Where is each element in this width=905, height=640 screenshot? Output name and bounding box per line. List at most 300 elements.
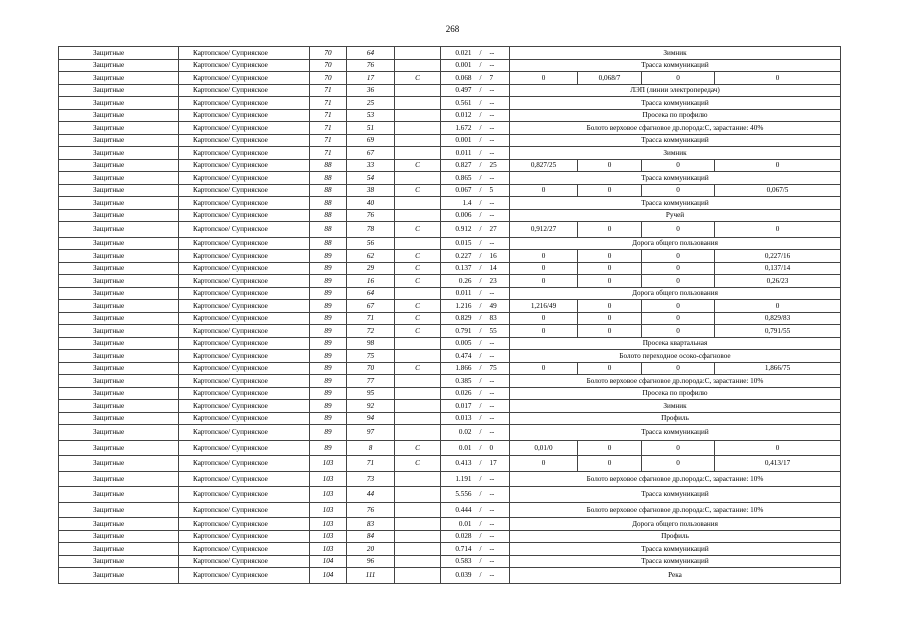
- slash-cell: /: [476, 362, 486, 375]
- land-description-cell: Болото переходное осоко-сфагновое: [510, 350, 841, 363]
- protection-category-cell: Защитные: [59, 400, 179, 413]
- quarter-cell: 104: [310, 555, 347, 568]
- protection-category-cell: Защитные: [59, 412, 179, 425]
- volume-cell: --: [486, 502, 510, 518]
- forestry-cell: Картопское/ Суприяское: [179, 543, 310, 556]
- area-cell: 0.02: [441, 425, 476, 441]
- forestry-cell: Картопское/ Суприяское: [179, 502, 310, 518]
- quarter-cell: 89: [310, 375, 347, 388]
- area-cell: 0.028: [441, 530, 476, 543]
- protection-category-cell: Защитные: [59, 250, 179, 263]
- value-cell-3: 0: [642, 222, 715, 238]
- section-cell: 64: [347, 287, 395, 300]
- land-description-cell: Трасса коммуникаций: [510, 134, 841, 147]
- forestry-cell: Картопское/ Суприяское: [179, 159, 310, 172]
- forestry-cell: Картопское/ Суприяское: [179, 456, 310, 472]
- slash-cell: /: [476, 47, 486, 60]
- slash-cell: /: [476, 555, 486, 568]
- section-cell: 71: [347, 312, 395, 325]
- protection-category-cell: Защитные: [59, 456, 179, 472]
- quarter-cell: 104: [310, 568, 347, 584]
- section-cell: 8: [347, 440, 395, 456]
- species-cell: [395, 487, 441, 503]
- quarter-cell: 71: [310, 97, 347, 110]
- slash-cell: /: [476, 337, 486, 350]
- section-cell: 70: [347, 362, 395, 375]
- table-row: [59, 222, 841, 238]
- land-description-cell: Профиль: [510, 530, 841, 543]
- species-cell: С: [395, 362, 441, 375]
- section-cell: 94: [347, 412, 395, 425]
- quarter-cell: 88: [310, 237, 347, 250]
- volume-cell: --: [486, 287, 510, 300]
- volume-cell: --: [486, 375, 510, 388]
- protection-category-cell: Защитные: [59, 97, 179, 110]
- value-cell-3: 0: [642, 312, 715, 325]
- quarter-cell: 89: [310, 325, 347, 338]
- species-cell: [395, 375, 441, 388]
- protection-category-cell: Защитные: [59, 287, 179, 300]
- value-cell-2: 0: [578, 275, 642, 288]
- table-row: [59, 502, 841, 518]
- table-row: [59, 97, 841, 110]
- species-cell: С: [395, 440, 441, 456]
- table-row: [59, 375, 841, 388]
- value-cell-3: 0: [642, 325, 715, 338]
- species-cell: [395, 337, 441, 350]
- section-cell: 56: [347, 237, 395, 250]
- area-cell: 0.01: [441, 518, 476, 531]
- quarter-cell: 71: [310, 84, 347, 97]
- value-cell-2: 0: [578, 250, 642, 263]
- slash-cell: /: [476, 312, 486, 325]
- protection-category-cell: Защитные: [59, 84, 179, 97]
- area-cell: 0.137: [441, 262, 476, 275]
- quarter-cell: 103: [310, 456, 347, 472]
- volume-cell: --: [486, 134, 510, 147]
- quarter-cell: 89: [310, 362, 347, 375]
- species-cell: [395, 425, 441, 441]
- value-cell-4: 0: [715, 440, 841, 456]
- area-cell: 5.556: [441, 487, 476, 503]
- slash-cell: /: [476, 97, 486, 110]
- section-cell: 96: [347, 555, 395, 568]
- land-description-cell: Река: [510, 568, 841, 584]
- area-cell: 0.017: [441, 400, 476, 413]
- value-cell-2: 0: [578, 159, 642, 172]
- protection-category-cell: Защитные: [59, 555, 179, 568]
- quarter-cell: 89: [310, 312, 347, 325]
- species-cell: С: [395, 72, 441, 85]
- protection-category-cell: Защитные: [59, 197, 179, 210]
- value-cell-1: 0,01/0: [510, 440, 578, 456]
- quarter-cell: 71: [310, 147, 347, 160]
- species-cell: [395, 555, 441, 568]
- species-cell: [395, 209, 441, 222]
- quarter-cell: 103: [310, 471, 347, 487]
- quarter-cell: 89: [310, 440, 347, 456]
- land-description-cell: Зимник: [510, 400, 841, 413]
- table-row: [59, 300, 841, 313]
- protection-category-cell: Защитные: [59, 72, 179, 85]
- value-cell-1: 0,827/25: [510, 159, 578, 172]
- value-cell-1: 0: [510, 262, 578, 275]
- forestry-cell: Картопское/ Суприяское: [179, 59, 310, 72]
- section-cell: 64: [347, 47, 395, 60]
- volume-cell: --: [486, 109, 510, 122]
- value-cell-2: 0: [578, 222, 642, 238]
- area-cell: 0.039: [441, 568, 476, 584]
- protection-category-cell: Защитные: [59, 59, 179, 72]
- volume-cell: 5: [486, 184, 510, 197]
- volume-cell: --: [486, 47, 510, 60]
- value-cell-2: 0: [578, 184, 642, 197]
- land-description-cell: Болото верховое сфагновое др.порода:С, зарастание: 10%: [510, 502, 841, 518]
- species-cell: [395, 412, 441, 425]
- slash-cell: /: [476, 400, 486, 413]
- area-cell: 0.497: [441, 84, 476, 97]
- slash-cell: /: [476, 275, 486, 288]
- forestry-cell: Картопское/ Суприяское: [179, 568, 310, 584]
- protection-category-cell: Защитные: [59, 109, 179, 122]
- table-row: [59, 568, 841, 584]
- forestry-cell: Картопское/ Суприяское: [179, 209, 310, 222]
- area-cell: 1.4: [441, 197, 476, 210]
- forestry-cell: Картопское/ Суприяское: [179, 122, 310, 135]
- slash-cell: /: [476, 147, 486, 160]
- volume-cell: 55: [486, 325, 510, 338]
- protection-category-cell: Защитные: [59, 184, 179, 197]
- slash-cell: /: [476, 325, 486, 338]
- value-cell-3: 0: [642, 262, 715, 275]
- volume-cell: --: [486, 350, 510, 363]
- forest-register-table: [58, 46, 841, 584]
- value-cell-1: 0,912/27: [510, 222, 578, 238]
- volume-cell: --: [486, 122, 510, 135]
- species-cell: [395, 109, 441, 122]
- species-cell: [395, 543, 441, 556]
- protection-category-cell: Защитные: [59, 518, 179, 531]
- value-cell-2: 0: [578, 300, 642, 313]
- area-cell: 0.011: [441, 287, 476, 300]
- land-description-cell: Трасса коммуникаций: [510, 487, 841, 503]
- value-cell-3: 0: [642, 300, 715, 313]
- value-cell-3: 0: [642, 362, 715, 375]
- area-cell: 0.829: [441, 312, 476, 325]
- quarter-cell: 89: [310, 387, 347, 400]
- species-cell: [395, 530, 441, 543]
- slash-cell: /: [476, 84, 486, 97]
- table-row: [59, 237, 841, 250]
- slash-cell: /: [476, 568, 486, 584]
- land-description-cell: Болото верховое сфагновое др.порода:С, зарастание: 10%: [510, 471, 841, 487]
- forestry-cell: Картопское/ Суприяское: [179, 440, 310, 456]
- area-cell: 0.012: [441, 109, 476, 122]
- area-cell: 0.067: [441, 184, 476, 197]
- value-cell-1: 0: [510, 362, 578, 375]
- land-description-cell: Болото верховое сфагновое др.порода:С, зарастание: 40%: [510, 122, 841, 135]
- protection-category-cell: Защитные: [59, 487, 179, 503]
- area-cell: 0.865: [441, 172, 476, 185]
- table-row: [59, 337, 841, 350]
- forestry-cell: Картопское/ Суприяское: [179, 147, 310, 160]
- value-cell-2: 0: [578, 262, 642, 275]
- section-cell: 76: [347, 502, 395, 518]
- quarter-cell: 89: [310, 337, 347, 350]
- value-cell-4: 0,413/17: [715, 456, 841, 472]
- quarter-cell: 89: [310, 250, 347, 263]
- table-row: [59, 312, 841, 325]
- species-cell: [395, 47, 441, 60]
- species-cell: [395, 502, 441, 518]
- forestry-cell: Картопское/ Суприяское: [179, 72, 310, 85]
- value-cell-1: 0: [510, 72, 578, 85]
- value-cell-3: 0: [642, 72, 715, 85]
- protection-category-cell: Защитные: [59, 275, 179, 288]
- forestry-cell: Картопское/ Суприяское: [179, 184, 310, 197]
- slash-cell: /: [476, 456, 486, 472]
- protection-category-cell: Защитные: [59, 300, 179, 313]
- forestry-cell: Картопское/ Суприяское: [179, 237, 310, 250]
- quarter-cell: 88: [310, 222, 347, 238]
- forestry-cell: Картопское/ Суприяское: [179, 250, 310, 263]
- table-row: [59, 147, 841, 160]
- area-cell: 0.005: [441, 337, 476, 350]
- volume-cell: --: [486, 412, 510, 425]
- quarter-cell: 88: [310, 159, 347, 172]
- area-cell: 0.474: [441, 350, 476, 363]
- table-row: [59, 400, 841, 413]
- slash-cell: /: [476, 440, 486, 456]
- forestry-cell: Картопское/ Суприяское: [179, 530, 310, 543]
- volume-cell: --: [486, 400, 510, 413]
- slash-cell: /: [476, 543, 486, 556]
- slash-cell: /: [476, 209, 486, 222]
- land-description-cell: Трасса коммуникаций: [510, 425, 841, 441]
- volume-cell: 17: [486, 456, 510, 472]
- value-cell-4: 0,227/16: [715, 250, 841, 263]
- species-cell: С: [395, 184, 441, 197]
- table-row: [59, 122, 841, 135]
- section-cell: 40: [347, 197, 395, 210]
- area-cell: 0.385: [441, 375, 476, 388]
- forestry-cell: Картопское/ Суприяское: [179, 222, 310, 238]
- volume-cell: --: [486, 59, 510, 72]
- section-cell: 33: [347, 159, 395, 172]
- area-cell: 0.714: [441, 543, 476, 556]
- slash-cell: /: [476, 287, 486, 300]
- table-row: [59, 250, 841, 263]
- value-cell-4: 0,829/83: [715, 312, 841, 325]
- slash-cell: /: [476, 159, 486, 172]
- area-cell: 0.01: [441, 440, 476, 456]
- protection-category-cell: Защитные: [59, 172, 179, 185]
- value-cell-1: 0: [510, 456, 578, 472]
- quarter-cell: 89: [310, 350, 347, 363]
- value-cell-4: 0: [715, 300, 841, 313]
- forestry-cell: Картопское/ Суприяское: [179, 262, 310, 275]
- quarter-cell: 89: [310, 262, 347, 275]
- area-cell: 1.866: [441, 362, 476, 375]
- quarter-cell: 103: [310, 530, 347, 543]
- protection-category-cell: Защитные: [59, 440, 179, 456]
- forestry-cell: Картопское/ Суприяское: [179, 337, 310, 350]
- section-cell: 25: [347, 97, 395, 110]
- value-cell-1: 0: [510, 250, 578, 263]
- table-row: [59, 412, 841, 425]
- slash-cell: /: [476, 518, 486, 531]
- table-row: [59, 325, 841, 338]
- section-cell: 75: [347, 350, 395, 363]
- protection-category-cell: Защитные: [59, 222, 179, 238]
- section-cell: 76: [347, 59, 395, 72]
- section-cell: 17: [347, 72, 395, 85]
- section-cell: 98: [347, 337, 395, 350]
- value-cell-2: 0: [578, 362, 642, 375]
- volume-cell: --: [486, 147, 510, 160]
- volume-cell: --: [486, 387, 510, 400]
- forestry-cell: Картопское/ Суприяское: [179, 325, 310, 338]
- forestry-cell: Картопское/ Суприяское: [179, 172, 310, 185]
- forestry-cell: Картопское/ Суприяское: [179, 471, 310, 487]
- quarter-cell: 88: [310, 197, 347, 210]
- volume-cell: --: [486, 425, 510, 441]
- slash-cell: /: [476, 134, 486, 147]
- value-cell-2: 0: [578, 325, 642, 338]
- forestry-cell: Картопское/ Суприяское: [179, 412, 310, 425]
- area-cell: 0.583: [441, 555, 476, 568]
- volume-cell: --: [486, 84, 510, 97]
- value-cell-3: 0: [642, 250, 715, 263]
- slash-cell: /: [476, 350, 486, 363]
- species-cell: [395, 400, 441, 413]
- land-description-cell: Дорога общего пользования: [510, 287, 841, 300]
- slash-cell: /: [476, 172, 486, 185]
- protection-category-cell: Защитные: [59, 425, 179, 441]
- volume-cell: 27: [486, 222, 510, 238]
- section-cell: 71: [347, 456, 395, 472]
- forestry-cell: Картопское/ Суприяское: [179, 84, 310, 97]
- area-cell: 0.413: [441, 456, 476, 472]
- forestry-cell: Картопское/ Суприяское: [179, 134, 310, 147]
- section-cell: 16: [347, 275, 395, 288]
- section-cell: 53: [347, 109, 395, 122]
- volume-cell: 49: [486, 300, 510, 313]
- value-cell-3: 0: [642, 456, 715, 472]
- slash-cell: /: [476, 425, 486, 441]
- slash-cell: /: [476, 502, 486, 518]
- table-row: [59, 184, 841, 197]
- value-cell-4: 0,791/55: [715, 325, 841, 338]
- protection-category-cell: Защитные: [59, 471, 179, 487]
- protection-category-cell: Защитные: [59, 568, 179, 584]
- area-cell: 1.191: [441, 471, 476, 487]
- protection-category-cell: Защитные: [59, 325, 179, 338]
- slash-cell: /: [476, 471, 486, 487]
- species-cell: [395, 518, 441, 531]
- volume-cell: 7: [486, 72, 510, 85]
- value-cell-3: 0: [642, 275, 715, 288]
- table-row: [59, 543, 841, 556]
- species-cell: С: [395, 300, 441, 313]
- slash-cell: /: [476, 59, 486, 72]
- forestry-cell: Картопское/ Суприяское: [179, 275, 310, 288]
- land-description-cell: Дорога общего пользования: [510, 518, 841, 531]
- value-cell-2: 0: [578, 440, 642, 456]
- protection-category-cell: Защитные: [59, 47, 179, 60]
- section-cell: 72: [347, 325, 395, 338]
- table-row: [59, 84, 841, 97]
- protection-category-cell: Защитные: [59, 209, 179, 222]
- section-cell: 83: [347, 518, 395, 531]
- forestry-cell: Картопское/ Суприяское: [179, 487, 310, 503]
- species-cell: [395, 237, 441, 250]
- value-cell-4: 0,26/23: [715, 275, 841, 288]
- section-cell: 84: [347, 530, 395, 543]
- species-cell: [395, 134, 441, 147]
- land-description-cell: ЛЭП (линии электропередач): [510, 84, 841, 97]
- table-row: [59, 287, 841, 300]
- area-cell: 0.444: [441, 502, 476, 518]
- species-cell: [395, 387, 441, 400]
- quarter-cell: 89: [310, 400, 347, 413]
- section-cell: 97: [347, 425, 395, 441]
- value-cell-4: 0: [715, 72, 841, 85]
- section-cell: 44: [347, 487, 395, 503]
- volume-cell: --: [486, 197, 510, 210]
- area-cell: 0.011: [441, 147, 476, 160]
- table-row: [59, 47, 841, 60]
- land-description-cell: Дорога общего пользования: [510, 237, 841, 250]
- quarter-cell: 71: [310, 109, 347, 122]
- table-row: [59, 275, 841, 288]
- slash-cell: /: [476, 262, 486, 275]
- area-cell: 0.006: [441, 209, 476, 222]
- species-cell: С: [395, 325, 441, 338]
- forestry-cell: Картопское/ Суприяское: [179, 400, 310, 413]
- protection-category-cell: Защитные: [59, 502, 179, 518]
- section-cell: 95: [347, 387, 395, 400]
- table-row: [59, 471, 841, 487]
- forestry-cell: Картопское/ Суприяское: [179, 197, 310, 210]
- slash-cell: /: [476, 387, 486, 400]
- table-row: [59, 487, 841, 503]
- section-cell: 78: [347, 222, 395, 238]
- table-row: [59, 209, 841, 222]
- quarter-cell: 70: [310, 47, 347, 60]
- species-cell: [395, 97, 441, 110]
- slash-cell: /: [476, 237, 486, 250]
- protection-category-cell: Защитные: [59, 387, 179, 400]
- quarter-cell: 88: [310, 172, 347, 185]
- value-cell-2: 0: [578, 456, 642, 472]
- slash-cell: /: [476, 487, 486, 503]
- quarter-cell: 103: [310, 518, 347, 531]
- quarter-cell: 89: [310, 275, 347, 288]
- area-cell: 1.672: [441, 122, 476, 135]
- section-cell: 73: [347, 471, 395, 487]
- slash-cell: /: [476, 109, 486, 122]
- value-cell-1: 1,216/49: [510, 300, 578, 313]
- section-cell: 29: [347, 262, 395, 275]
- land-description-cell: Просека по профилю: [510, 387, 841, 400]
- land-description-cell: Трасса коммуникаций: [510, 97, 841, 110]
- quarter-cell: 89: [310, 287, 347, 300]
- land-description-cell: Ручей: [510, 209, 841, 222]
- slash-cell: /: [476, 250, 486, 263]
- species-cell: С: [395, 250, 441, 263]
- land-description-cell: Трасса коммуникаций: [510, 172, 841, 185]
